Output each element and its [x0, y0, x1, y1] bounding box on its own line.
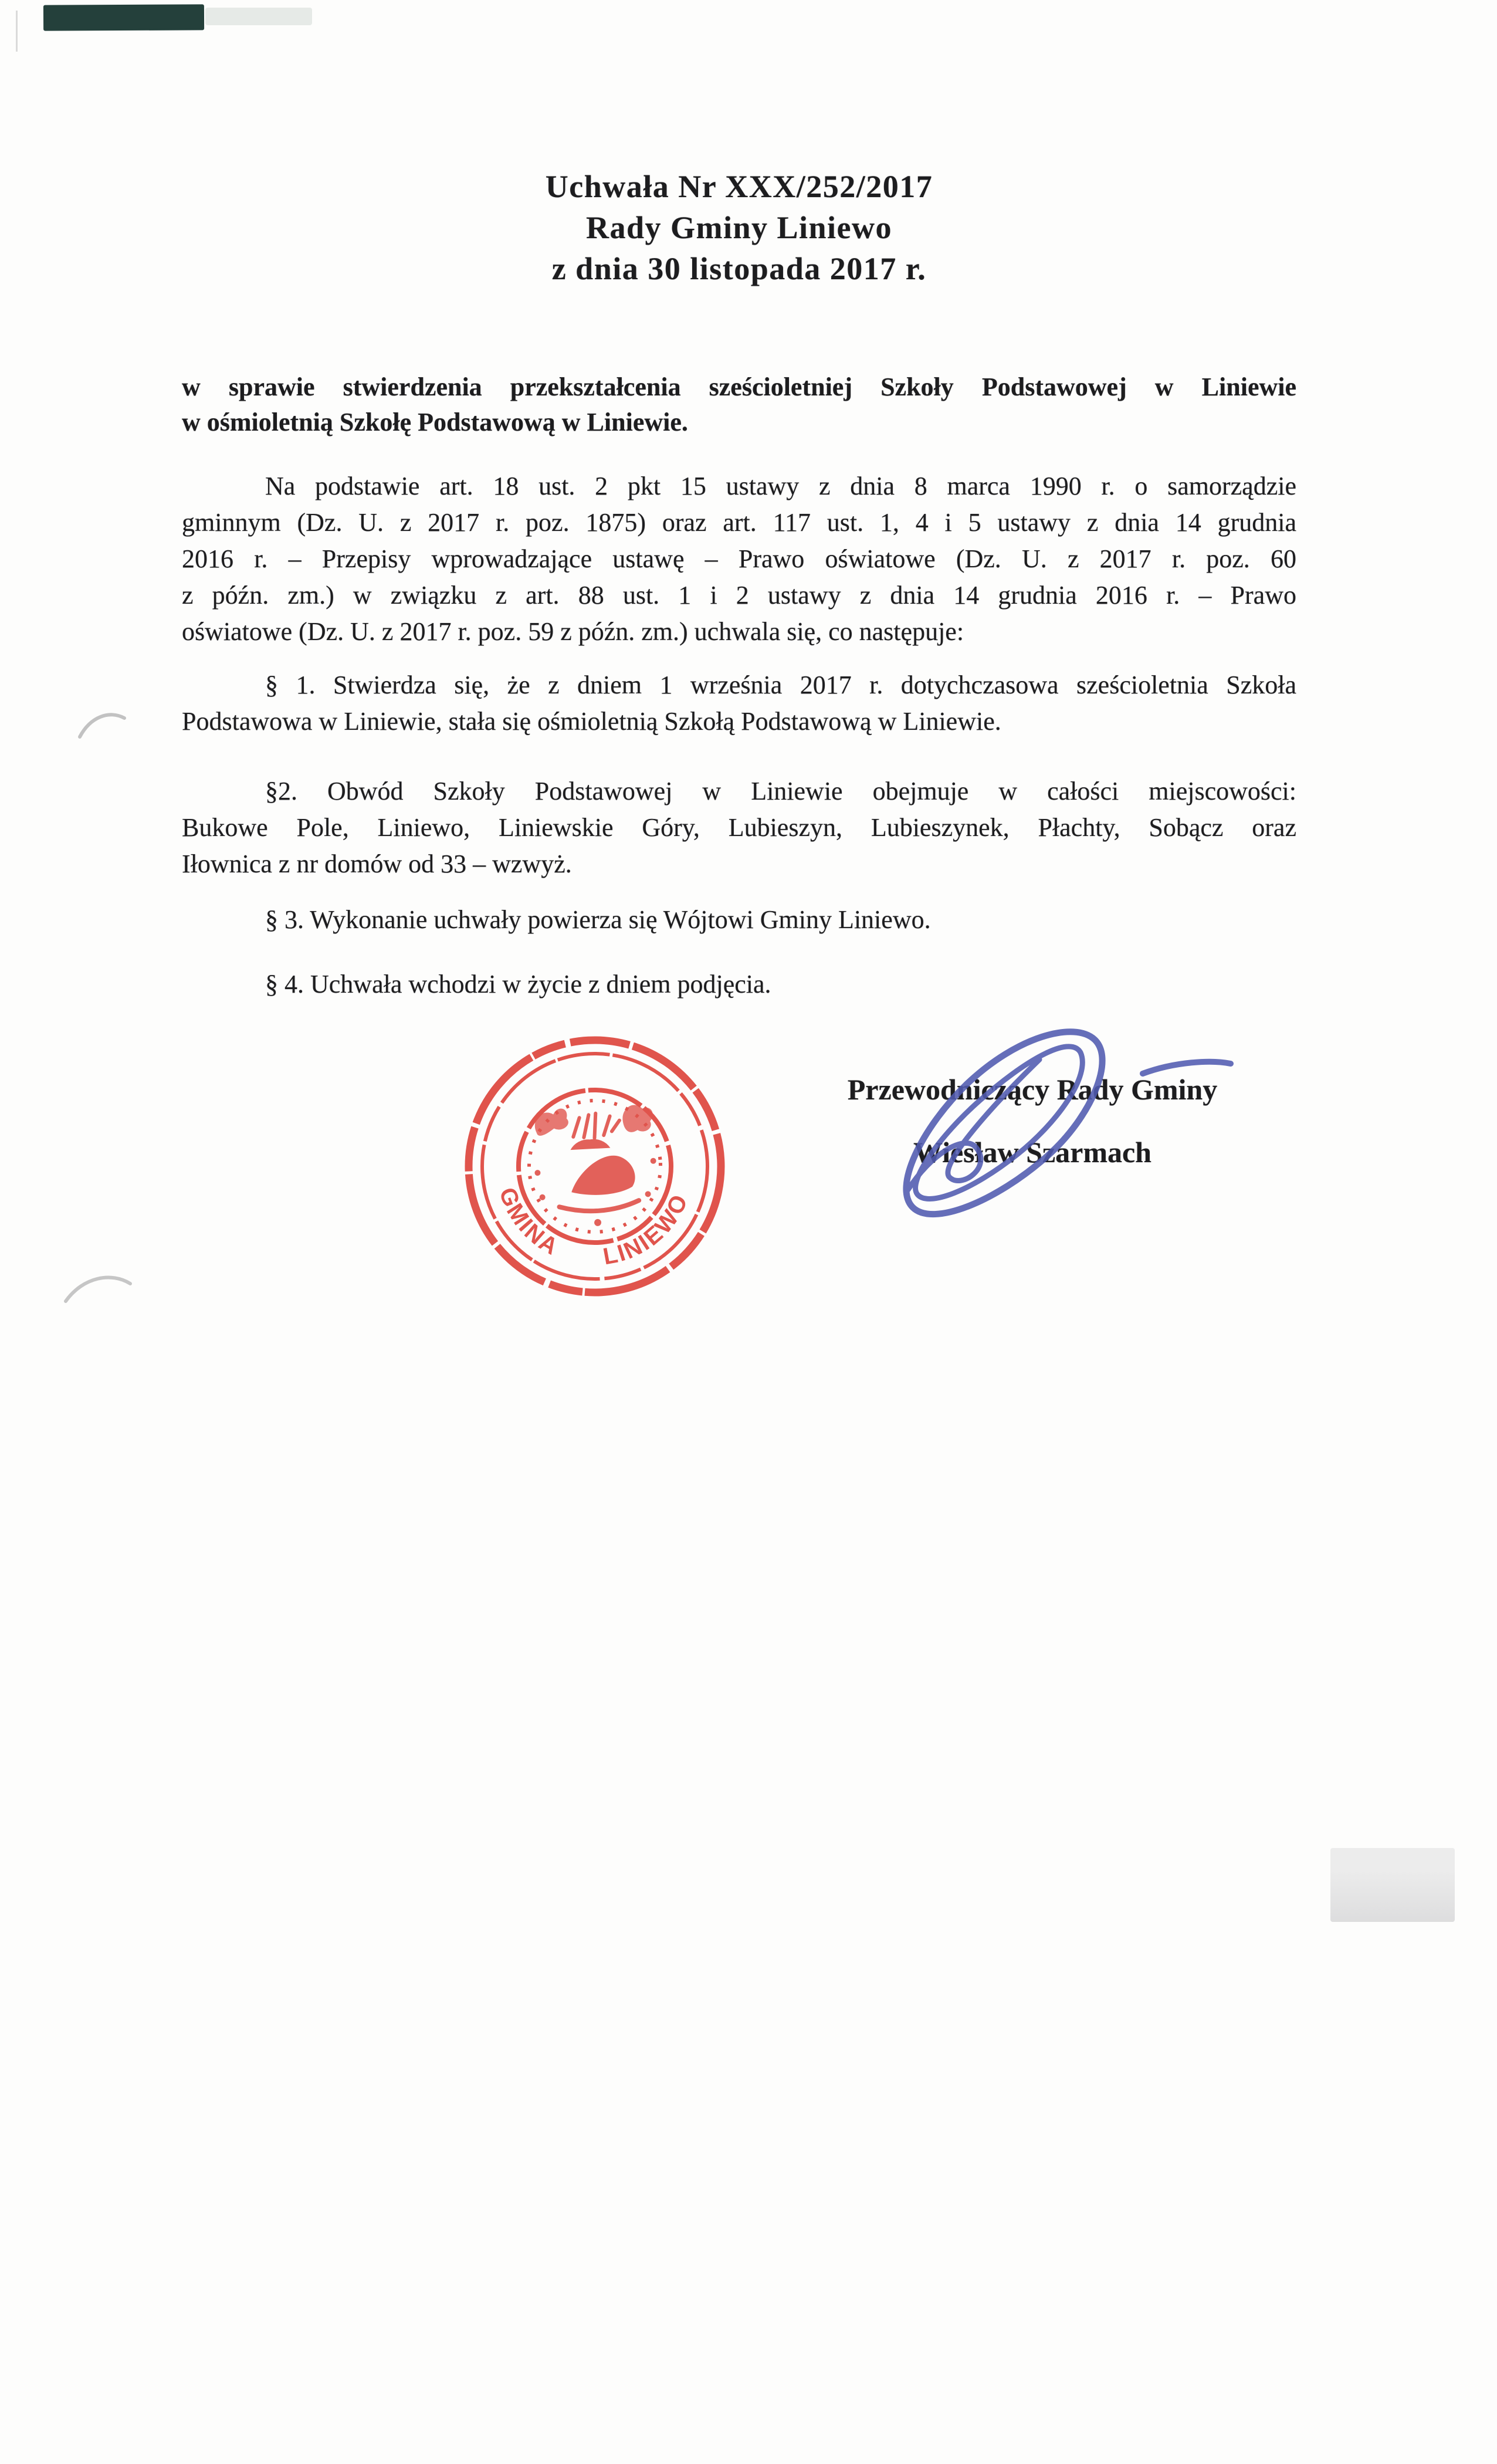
legal-basis-line: gminnym (Dz. U. z 2017 r. poz. 1875) oraz art. 117 ust. 1, 4 i 5 ustawy z dnia 14 grudnia	[182, 508, 1296, 537]
stamp-text-gmina: GMINA	[494, 1184, 564, 1261]
scan-artifact-smudge	[205, 8, 312, 25]
legal-basis-line: 2016 r. – Przepisy wprowadzające ustawę – Prawo oświatowe (Dz. U. z 2017 r. poz. 60	[182, 544, 1296, 573]
section-2	[182, 773, 1296, 882]
section-2-line: Iłownica z nr domów od 33 – wzwyż.	[182, 849, 572, 878]
resolution-title	[182, 166, 1296, 289]
legal-basis-line: z późn. zm.) w związku z art. 88 ust. 1 i 2 ustawy z dnia 14 grudnia 2016 r. – Prawo	[182, 581, 1296, 610]
margin-mark-1	[80, 715, 124, 737]
title-number: Uchwała Nr XXX/252/2017	[545, 169, 933, 204]
title-date: z dnia 30 listopada 2017 r.	[551, 251, 927, 286]
section-1-line: Podstawowa w Liniewie, stała się ośmioletnią Szkołą Podstawową w Liniewie.	[182, 707, 1001, 736]
section-2-line: Bukowe Pole, Liniewo, Liniewskie Góry, Lubieszyn, Lubieszynek, Płachty, Sobącz oraz	[182, 813, 1296, 842]
signature-role: Przewodniczący Rady Gminy	[847, 1073, 1218, 1106]
stamp-text-left-container	[493, 1182, 564, 1264]
signature-ink	[862, 1015, 1273, 1232]
stamp-second-ring	[476, 1048, 713, 1285]
signature-name: Wiesław Szarmach	[913, 1136, 1151, 1169]
signature-stroke-flick	[1143, 1062, 1231, 1074]
section-4-line: § 4. Uchwała wchodzi w życie z dniem podjęcia.	[265, 970, 771, 999]
stamp-bead-ring	[526, 1097, 663, 1235]
section-1-line: § 1. Stwierdza się, że z dniem 1 września 2017 r. dotychczasowa sześcioletnia Szkoła	[265, 671, 1296, 699]
legal-basis-line: Na podstawie art. 18 ust. 2 pkt 15 ustawy z dnia 8 marca 1990 r. o samorządzie	[265, 472, 1296, 500]
section-1	[182, 667, 1296, 740]
subject-line: w sprawie stwierdzenia przekształcenia sześcioletniej Szkoły Podstawowej w Liniewie	[182, 373, 1296, 401]
legal-basis-paragraph	[182, 468, 1296, 650]
legal-basis-line: oświatowe (Dz. U. z 2017 r. poz. 59 z późn. zm.) uchwala się, co następuje:	[182, 617, 964, 646]
title-council: Rady Gminy Liniewo	[585, 210, 893, 245]
scan-artifact-line	[16, 11, 18, 52]
liniewo-coat-of-arms-emblem	[531, 1104, 659, 1229]
scan-artifact-dark-bar	[43, 4, 204, 31]
official-stamp	[448, 1020, 741, 1313]
stamp-inner-ring	[514, 1086, 675, 1246]
margin-mark-2	[66, 1278, 130, 1301]
stamp-outer-ring	[462, 1034, 727, 1299]
signature-stroke-outer-loop	[906, 1032, 1102, 1214]
section-3-line: § 3. Wykonanie uchwały powierza się Wójtowi Gminy Liniewo.	[265, 905, 931, 934]
subject-line: w ośmioletnią Szkołę Podstawową w Liniewie.	[182, 408, 688, 436]
signature-stroke-inner-loop	[916, 1047, 1083, 1199]
scan-artifact-gray-patch	[1330, 1848, 1455, 1922]
section-3	[182, 902, 1296, 938]
section-4	[182, 966, 1296, 1003]
stamp-text-right-container	[598, 1188, 697, 1270]
stamp-text-liniewo: LINIEWO	[601, 1189, 694, 1270]
resolution-subject	[182, 370, 1296, 440]
section-2-line: §2. Obwód Szkoły Podstawowej w Liniewie obejmuje w całości miejscowości:	[265, 777, 1296, 805]
